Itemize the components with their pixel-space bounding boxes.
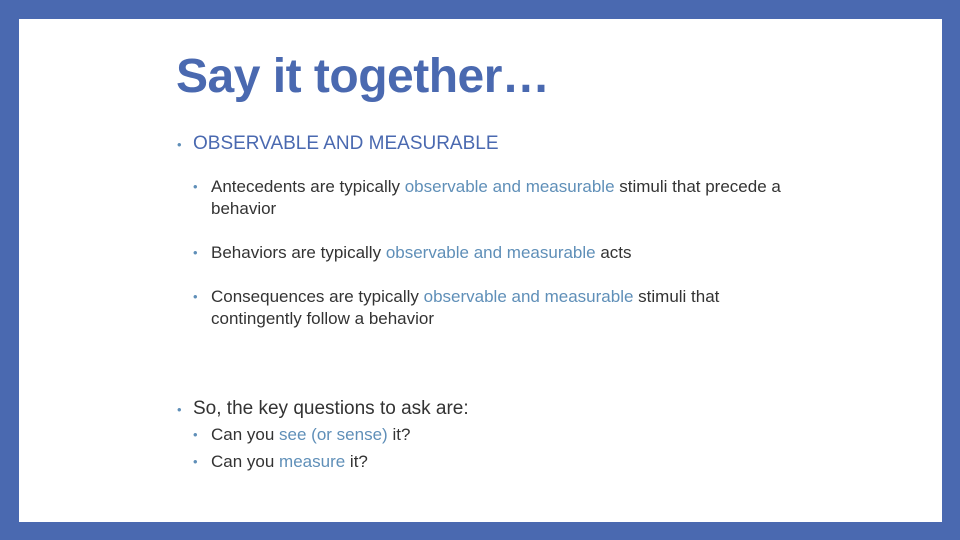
item-text: stimuli that contingently follow a behavior <box>211 287 720 328</box>
item-text: stimuli that precede a behavior <box>211 177 781 218</box>
list-item-behaviors <box>195 242 795 264</box>
bullet-icon: • <box>193 179 198 194</box>
list-item-measure <box>195 451 795 473</box>
bullet-icon: • <box>193 245 198 260</box>
slide-title: Say it together… <box>176 50 550 103</box>
list-item-antecedents <box>195 176 795 220</box>
list-item-consequences <box>195 286 795 330</box>
item-highlight: observable and measurable <box>385 243 596 262</box>
item-highlight: measure <box>279 452 346 471</box>
section-heading: So, the key questions to ask are: <box>193 398 469 419</box>
item-text: acts <box>595 243 632 262</box>
item-text: it? <box>345 452 368 471</box>
item-text: Can you <box>211 425 280 444</box>
item-text: Consequences are typically <box>211 287 424 306</box>
bullet-icon: • <box>193 454 198 469</box>
item-highlight: see (or sense) <box>279 425 388 444</box>
item-text: Behaviors are typically <box>211 243 386 262</box>
section-observable-measurable <box>177 133 499 155</box>
item-text: Can you <box>211 452 280 471</box>
bullet-icon: • <box>177 137 182 152</box>
item-text: it? <box>387 425 411 444</box>
bullet-icon: • <box>193 289 198 304</box>
list-item-see <box>195 424 795 446</box>
slide <box>19 19 942 522</box>
section-key-questions <box>177 398 469 420</box>
bullet-icon: • <box>193 427 198 442</box>
section-heading: OBSERVABLE AND MEASURABLE <box>193 133 499 154</box>
item-highlight: observable and measurable <box>423 287 634 306</box>
bullet-icon: • <box>177 402 182 417</box>
item-text: Antecedents are typically <box>211 177 405 196</box>
item-highlight: observable and measurable <box>404 177 615 196</box>
